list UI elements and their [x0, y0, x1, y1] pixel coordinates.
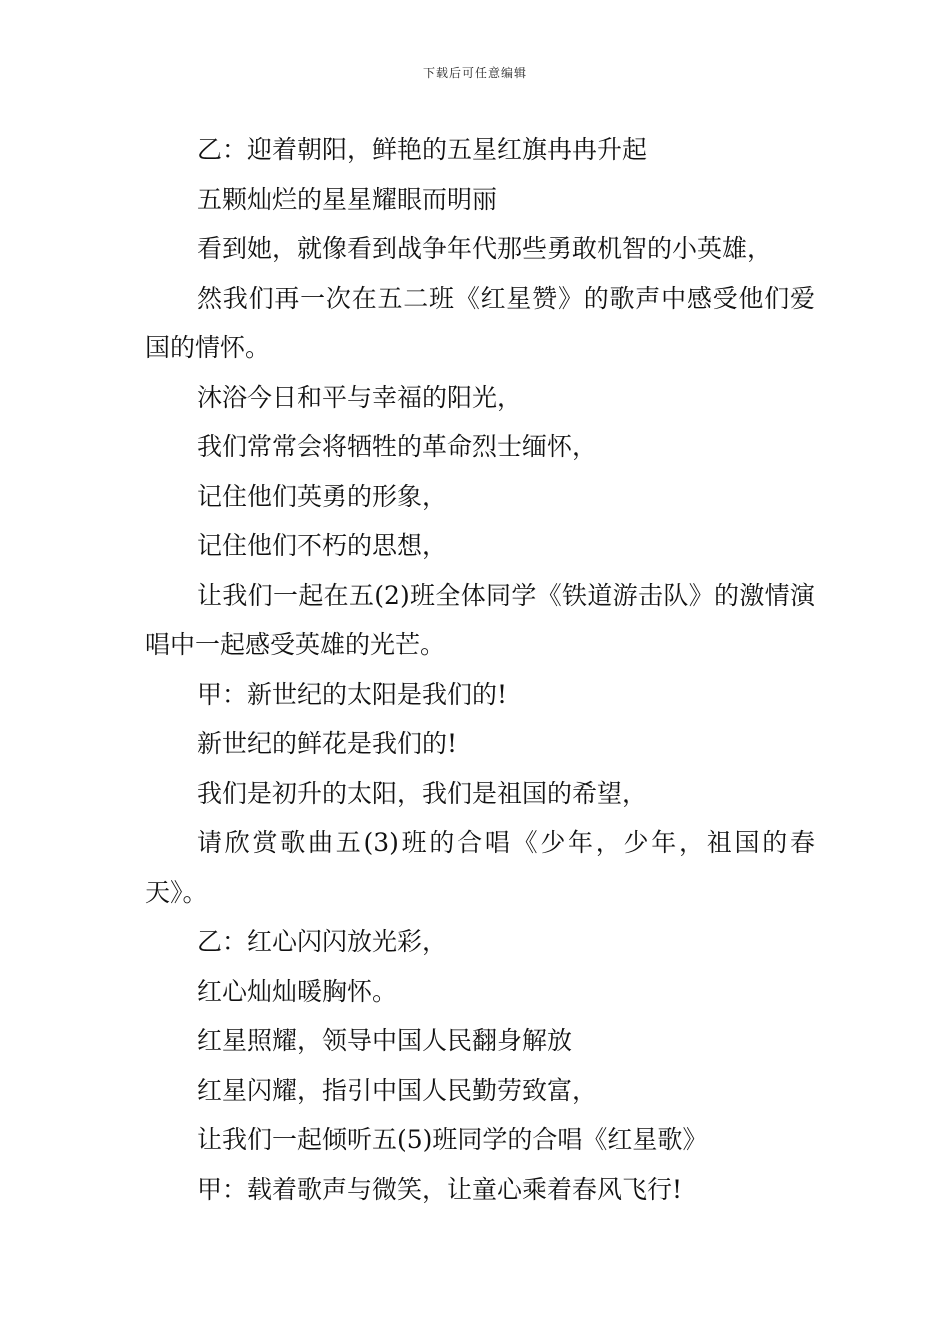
paragraph: 红星闪耀，指引中国人民勤劳致富，	[197, 1075, 598, 1105]
paragraph: 看到她，就像看到战争年代那些勇敢机智的小英雄，	[197, 234, 773, 263]
paragraph: 红星照耀，领导中国人民翻身解放	[197, 1026, 573, 1055]
paragraph: 乙：迎着朝阳，鲜艳的五星红旗冉冉升起	[197, 135, 648, 164]
paragraph: 让我们一起在五(2)班全体同学《铁道游击队》的激情演唱中一起感受英雄的光芒。	[145, 580, 815, 659]
paragraph: 红心灿灿暖胸怀。	[197, 976, 398, 1006]
paragraph: 我们是初升的太阳，我们是祖国的希望，	[197, 778, 648, 808]
paragraph: 甲：载着歌声与微笑，让童心乘着春风飞行!	[197, 1174, 683, 1204]
paragraph: 记住他们英勇的形象，	[197, 481, 448, 511]
paragraph: 甲：新世纪的太阳是我们的!	[197, 679, 508, 709]
paragraph: 乙：红心闪闪放光彩，	[197, 927, 448, 956]
paragraph: 沐浴今日和平与幸福的阳光，	[197, 382, 523, 412]
paragraph: 然我们再一次在五二班《红星赞》的歌声中感受他们爱国的情怀。	[145, 283, 815, 362]
page-header: 下载后可任意编辑	[422, 66, 527, 80]
paragraph: 五颗灿烂的星星耀眼而明丽	[197, 184, 498, 214]
paragraph: 记住他们不朽的思想，	[197, 531, 448, 560]
paragraph: 我们常常会将牺牲的革命烈士缅怀，	[197, 432, 598, 461]
paragraph: 请欣赏歌曲五(3)班的合唱《少年，少年，祖国的春天》。	[145, 828, 815, 907]
paragraph: 让我们一起倾听五(5)班同学的合唱《红星歌》	[197, 1125, 708, 1154]
document-body	[145, 125, 815, 1214]
paragraph: 新世纪的鲜花是我们的!	[197, 729, 458, 758]
